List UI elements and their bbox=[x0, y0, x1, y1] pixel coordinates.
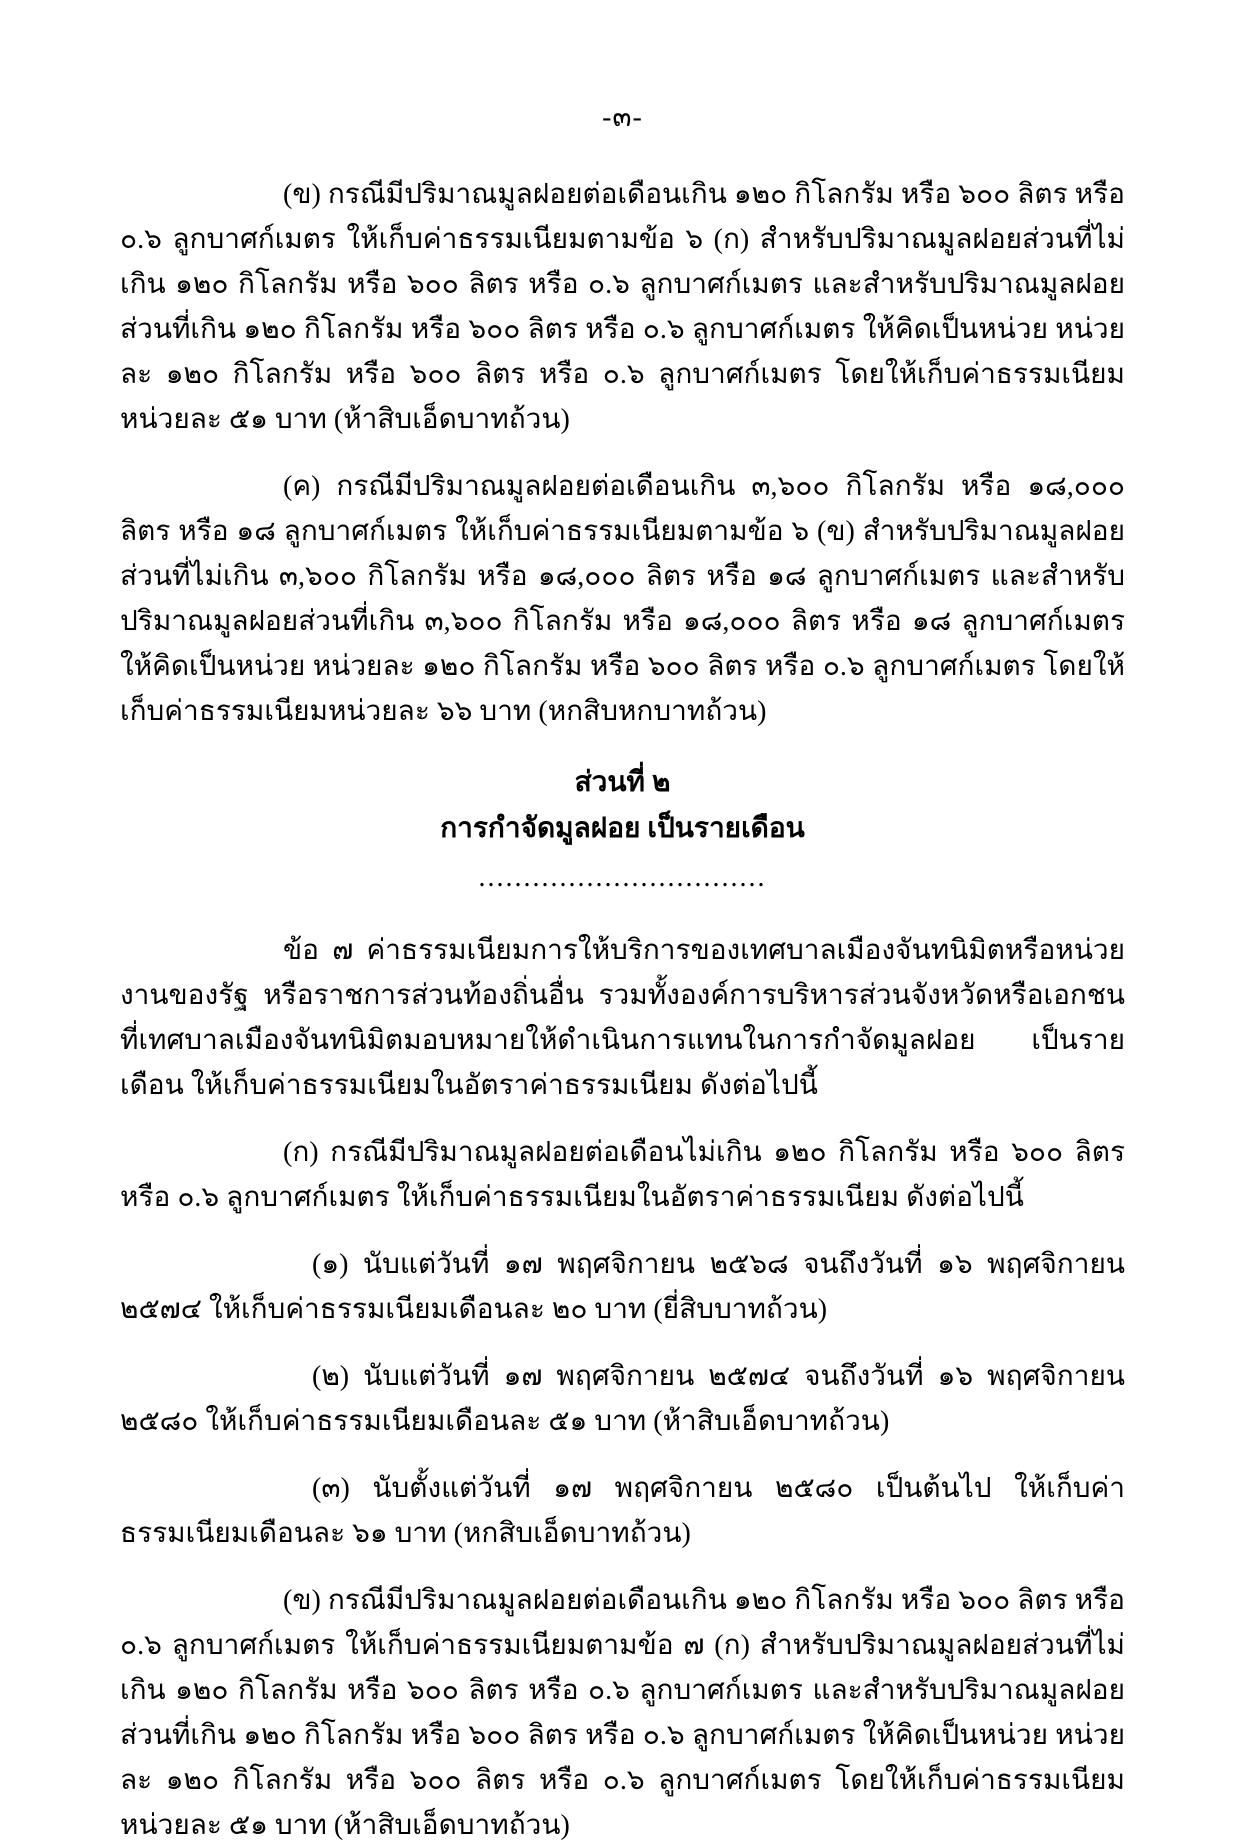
article6-clause-kha-paragraph: (ข) กรณีมีปริมาณมูลฝอยต่อเดือนเกิน ๑๒๐ กิโลกรัม หรือ ๖๐๐ ลิตร หรือ ๐.๖ ลูกบาศก์เมตร ให้เก็บค่าธรรมเนียมตามข้อ ๖ (ก) สำหรับปริมาณมูลฝอยส่วนที่ไม่เกิน ๑๒๐ กิโลกรัม หรือ ๖๐๐ ลิตร หรือ ๐.๖ ลูกบาศก์เมตร และสำหรับปริมาณมูลฝอยส่วนที่เกิน ๑๒๐ กิโลกรัม หรือ ๖๐๐ ลิตร หรือ ๐.๖ ลูกบาศก์เมตร ให้คิดเป็นหน่วย หน่วยละ ๑๒๐ กิโลกรัม หรือ ๖๐๐ ลิตร หรือ ๐.๖ ลูกบาศก์เมตร โดยให้เก็บค่าธรรมเนียมหน่วยละ ๕๑ บาท (ห้าสิบเอ็ดบาทถ้วน) bbox=[120, 179, 1125, 435]
article7-clause-ka-paragraph: (ก) กรณีมีปริมาณมูลฝอยต่อเดือนไม่เกิน ๑๒๐ กิโลกรัม หรือ ๖๐๐ ลิตร หรือ ๐.๖ ลูกบาศก์เมตร ให้เก็บค่าธรรมเนียมในอัตราค่าธรรมเนียม ดังต่อไปนี้ bbox=[120, 1137, 1125, 1213]
article7-item-3-paragraph: (๓) นับตั้งแต่วันที่ ๑๗ พฤศจิกายน ๒๕๘๐ เป็นต้นไป ให้เก็บค่าธรรมเนียมเดือนละ ๖๑ บาท (หกสิบเอ็ดบาทถ้วน) bbox=[120, 1473, 1125, 1549]
article7-intro-paragraph: ข้อ ๗ ค่าธรรมเนียมการให้บริการของเทศบาลเมืองจันทนิมิตหรือหน่วยงานของรัฐ หรือราชการส่วนท้องถิ่นอื่น รวมทั้งองค์การบริหารส่วนจังหวัดหรือเอกชนที่เทศบาลเมืองจันทนิมิตมอบหมายให้ดำเนินการแทนในการกำจัดมูลฝอย เป็นรายเดือน ให้เก็บค่าธรรมเนียมในอัตราค่าธรรมเนียม ดังต่อไปนี้ bbox=[120, 935, 1125, 1101]
section2-dotted-divider: ................................ bbox=[478, 862, 767, 893]
article6-clause-khor-paragraph: (ค) กรณีมีปริมาณมูลฝอยต่อเดือนเกิน ๓,๖๐๐ กิโลกรัม หรือ ๑๘,๐๐๐ ลิตร หรือ ๑๘ ลูกบาศก์เมตร ให้เก็บค่าธรรมเนียมตามข้อ ๖ (ข) สำหรับปริมาณมูลฝอยส่วนที่ไม่เกิน ๓,๖๐๐ กิโลกรัม หรือ ๑๘,๐๐๐ ลิตร หรือ ๑๘ ลูกบาศก์เมตร และสำหรับปริมาณมูลฝอยส่วนที่เกิน ๓,๖๐๐ กิโลกรัม หรือ ๑๘,๐๐๐ ลิตร หรือ ๑๘ ลูกบาศก์เมตร ให้คิดเป็นหน่วย หน่วยละ ๑๒๐ กิโลกรัม หรือ ๖๐๐ ลิตร หรือ ๐.๖ ลูกบาศก์เมตร โดยให้เก็บค่าธรรมเนียมหน่วยละ ๖๖ บาท (หกสิบหกบาทถ้วน) bbox=[120, 471, 1125, 727]
article7-clause-kha-paragraph: (ข) กรณีมีปริมาณมูลฝอยต่อเดือนเกิน ๑๒๐ กิโลกรัม หรือ ๖๐๐ ลิตร หรือ ๐.๖ ลูกบาศก์เมตร ให้เก็บค่าธรรมเนียมตามข้อ ๗ (ก) สำหรับปริมาณมูลฝอยส่วนที่ไม่เกิน ๑๒๐ กิโลกรัม หรือ ๖๐๐ ลิตร หรือ ๐.๖ ลูกบาศก์เมตร และสำหรับปริมาณมูลฝอยส่วนที่เกิน ๑๒๐ กิโลกรัม หรือ ๖๐๐ ลิตร หรือ ๐.๖ ลูกบาศก์เมตร ให้คิดเป็นหน่วย หน่วยละ ๑๒๐ กิโลกรัม หรือ ๖๐๐ ลิตร หรือ ๐.๖ ลูกบาศก์เมตร โดยให้เก็บค่าธรรมเนียมหน่วยละ ๕๑ บาท (ห้าสิบเอ็ดบาทถ้วน) bbox=[120, 1585, 1125, 1841]
article7-item-2-paragraph: (๒) นับแต่วันที่ ๑๗ พฤศจิกายน ๒๕๗๔ จนถึงวันที่ ๑๖ พฤศจิกายน ๒๕๘๐ ให้เก็บค่าธรรมเนียมเดือนละ ๕๑ บาท (ห้าสิบเอ็ดบาทถ้วน) bbox=[120, 1361, 1125, 1437]
article7-item-1-paragraph: (๑) นับแต่วันที่ ๑๗ พฤศจิกายน ๒๕๖๘ จนถึงวันที่ ๑๖ พฤศจิกายน ๒๕๗๔ ให้เก็บค่าธรรมเนียมเดือนละ ๒๐ บาท (ยี่สิบบาทถ้วน) bbox=[120, 1249, 1125, 1325]
section2-subtitle: การกำจัดมูลฝอย เป็นรายเดือน bbox=[440, 813, 805, 844]
page-number: -๓- bbox=[602, 102, 643, 133]
section2-heading bbox=[120, 760, 1125, 898]
section2-title: ส่วนที่ ๒ bbox=[574, 767, 671, 798]
